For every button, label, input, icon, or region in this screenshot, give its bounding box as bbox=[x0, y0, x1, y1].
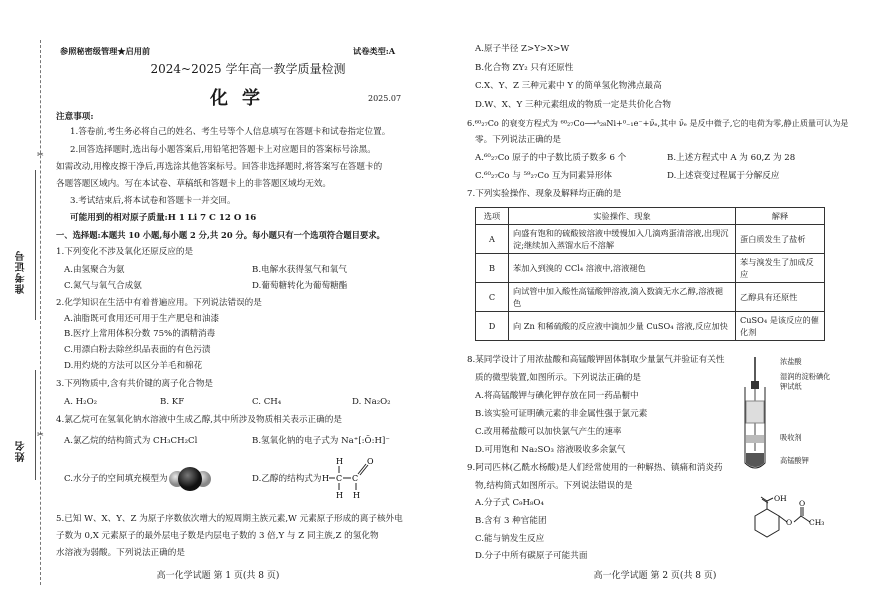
option-b: B.上述方程式中 A 为 60,Z 为 28 bbox=[667, 153, 796, 163]
option-b: B.该实验可证明碘元素的非金属性强于氯元素 bbox=[475, 409, 648, 419]
page-footer: 高一化学试题 第 2 页(共 8 页) bbox=[593, 571, 717, 581]
option-a: A.将高锰酸钾与碘化钾存放在同一药品橱中 bbox=[475, 391, 639, 401]
column-header: 实验操作、现象 bbox=[509, 208, 736, 225]
name-line bbox=[35, 370, 36, 480]
option-d: D.可用饱和 Na₂SO₃ 溶液吸收多余氯气 bbox=[475, 445, 626, 455]
apparatus-label: 湿润的淀粉碘化钾试纸 bbox=[780, 372, 831, 391]
option-d: D.葡萄糖转化为葡萄糖酯 bbox=[252, 281, 348, 291]
option-cell: B bbox=[476, 254, 509, 283]
explanation-cell: CuSO₄ 是该反应的催化剂 bbox=[736, 312, 825, 341]
question-stem: 5.已知 W、X、Y、Z 为原子序数依次增大的短周期主族元素,W 元素原子形成的离子核外电 bbox=[56, 514, 403, 524]
question-stem: 9.阿司匹林(乙酰水杨酸)是人们经常使用的一种解热、镇痛和消炎药 bbox=[467, 463, 723, 473]
explanation-cell: 蛋白质发生了盐析 bbox=[736, 225, 825, 254]
svg-text:O: O bbox=[799, 499, 806, 508]
table-row bbox=[476, 254, 825, 283]
column-header: 解释 bbox=[736, 208, 825, 225]
option-c: C. CH₄ bbox=[252, 397, 282, 407]
right-page bbox=[435, 0, 870, 606]
option-b: B.氢氧化钠的电子式为 Na⁺[:Ö:H]⁻ bbox=[252, 436, 390, 446]
option-b: B.含有 3 种官能团 bbox=[475, 516, 547, 526]
table-row bbox=[476, 312, 825, 341]
name-label: 姓名 bbox=[16, 440, 27, 462]
notice-line: 2.回答选择题时,选出每小题答案后,用铅笔把答题卡上对应题目的答案标号涂黑。 bbox=[70, 145, 376, 155]
option-d: D. Na₂O₂ bbox=[352, 397, 391, 407]
svg-text:C: C bbox=[352, 474, 359, 483]
option-d: D.乙醇的结构式为 bbox=[252, 474, 322, 484]
ethanol-structure-diagram bbox=[322, 456, 388, 502]
option-c: C.X、Y、Z 三种元素中 Y 的简单氢化物沸点最高 bbox=[475, 81, 662, 91]
option-cell: C bbox=[476, 283, 509, 312]
operation-cell: 向试管中加入酸性高锰酸钾溶液,滴入数滴无水乙醇,溶液褪色 bbox=[509, 283, 736, 312]
svg-text:H: H bbox=[336, 457, 343, 466]
scissors-icon: ✂ bbox=[37, 150, 44, 159]
question-stem: 2.化学知识在生活中有着普遍应用。下列说法错误的是 bbox=[56, 298, 262, 308]
option-a: A. H₂O₂ bbox=[64, 397, 98, 407]
apparatus-label: 浓盐酸 bbox=[780, 357, 802, 366]
experiment-table bbox=[475, 207, 825, 341]
option-b: B.医疗上常用体积分数 75%的酒精消毒 bbox=[64, 329, 216, 339]
question-stem: 水溶液为弱酸。下列说法正确的是 bbox=[56, 548, 185, 558]
operation-cell: 向 Zn 和稀硫酸的反应液中滴加少量 CuSO₄ 溶液,反应加快 bbox=[509, 312, 736, 341]
confidentiality-header: 参照秘密级管理★启用前 bbox=[60, 46, 151, 56]
option-c: C.改用稀盐酸可以加快氯气产生的速率 bbox=[475, 427, 622, 437]
apparatus-label: 高锰酸钾 bbox=[780, 456, 809, 465]
question-stem: 8.某同学设计了用浓盐酸和高锰酸钾固体制取少量氯气并验证有关性 bbox=[467, 355, 725, 365]
water-space-filling-model bbox=[168, 464, 212, 494]
option-d: D.分子中所有碳原子可能共面 bbox=[475, 551, 588, 561]
option-b: B.电解水获得氢气和氧气 bbox=[252, 265, 347, 275]
option-a: A.⁶⁰₂₇Co 原子的中子数比质子数多 6 个 bbox=[475, 153, 627, 163]
svg-text:H: H bbox=[336, 491, 343, 500]
question-stem: 子数为 0,X 元素原子的最外层电子数是内层电子数的 3 倍,Y 与 Z 同主族,Z 的氢化物 bbox=[56, 531, 379, 541]
explanation-cell: 乙醇具有还原性 bbox=[736, 283, 825, 312]
scissors-icon: ✂ bbox=[37, 430, 44, 439]
option-c: C.氮气与氧气合成氨 bbox=[64, 281, 142, 291]
atomic-mass-line: 可能用到的相对原子质量:H 1 Li 7 C 12 O 16 bbox=[70, 213, 257, 223]
methyl-label: CH₃ bbox=[809, 518, 825, 527]
table-header-row bbox=[476, 208, 825, 225]
exam-number-label: 准考证号 bbox=[16, 250, 27, 294]
svg-text:O: O bbox=[786, 518, 793, 527]
exam-title: 2024~2025 学年高一教学质量检测 bbox=[150, 62, 346, 76]
table-row bbox=[476, 283, 825, 312]
option-c: C.⁶⁰₂₇Co 与 ⁵⁹₂₇Co 互为同素异形体 bbox=[475, 171, 613, 181]
micro-apparatus-diagram bbox=[735, 355, 775, 475]
option-d: D.用灼烧的方法可以区分羊毛和棉花 bbox=[64, 361, 203, 371]
option-a: A.原子半径 Z>Y>X>W bbox=[475, 44, 570, 54]
exam-number-line bbox=[35, 170, 36, 320]
notice-line: 1.答卷前,考生务必将自己的姓名、考生号等个人信息填写在答题卡和试卷指定位置。 bbox=[70, 127, 391, 137]
option-d: D.上述衰变过程属于分解反应 bbox=[667, 171, 780, 181]
notice-line: 如需改动,用橡皮擦干净后,再选涂其他答案标号。回答非选择题时,将答案写在答题卡的 bbox=[56, 162, 383, 172]
option-a: A.由氢聚合为氨 bbox=[64, 265, 125, 275]
option-c: C.用漂白粉去除丝织品表面的有色污渍 bbox=[64, 345, 211, 355]
option-a: A.氯乙烷的结构简式为 CH₃CH₂Cl bbox=[64, 436, 198, 446]
option-cell: D bbox=[476, 312, 509, 341]
exam-date: 2025.07 bbox=[368, 94, 402, 103]
option-cell: A bbox=[476, 225, 509, 254]
option-d: D.W、X、Y 三种元素组成的物质一定是共价化合物 bbox=[475, 100, 671, 110]
cut-line bbox=[40, 40, 41, 585]
svg-text:O: O bbox=[367, 457, 374, 466]
table-row bbox=[476, 225, 825, 254]
question-stem: 6.⁶⁰₂₇Co 的衰变方程式为 ⁶⁰₂₇Co⟶ᴬ₂₈Ni+⁰₋₁e⁻+ν̄ₑ,其中 ν̄ₑ 是反中微子,它的电荷为零,静止质量可认为是 bbox=[467, 118, 849, 128]
option-c: C.能与钠发生反应 bbox=[475, 534, 545, 544]
section-heading: 一、选择题:本题共 10 小题,每小题 2 分,共 20 分。每小题只有一个选项符合题目要求。 bbox=[56, 230, 385, 240]
operation-cell: 苯加入到溴的 CCl₄ 溶液中,溶液褪色 bbox=[509, 254, 736, 283]
option-c: C.水分子的空间填充模型为 bbox=[64, 474, 168, 484]
notice-title: 注意事项: bbox=[56, 112, 94, 122]
explanation-cell: 苯与溴发生了加成反应 bbox=[736, 254, 825, 283]
question-stem: 3.下列物质中,含有共价键的离子化合物是 bbox=[56, 379, 214, 389]
aspirin-structure-diagram bbox=[743, 494, 839, 544]
option-a: A.油脂既可食用还可用于生产肥皂和油漆 bbox=[64, 314, 220, 324]
question-stem: 7.下列实验操作、现象及解释均正确的是 bbox=[467, 189, 622, 199]
question-stem: 质的微型装置,如图所示。下列说法正确的是 bbox=[475, 373, 642, 383]
question-stem: 1.下列变化不涉及氧化还原反应的是 bbox=[56, 247, 194, 257]
option-b: B. KF bbox=[160, 397, 185, 407]
svg-text:C: C bbox=[336, 474, 343, 483]
notice-line: 3.考试结束后,将本试卷和答题卡一并交回。 bbox=[70, 196, 236, 206]
page-footer: 高一化学试题 第 1 页(共 8 页) bbox=[156, 571, 280, 581]
paper-type: 试卷类型:A bbox=[353, 46, 396, 56]
option-a: A.分子式 C₉H₈O₄ bbox=[475, 498, 544, 508]
svg-text:H: H bbox=[322, 474, 329, 483]
question-stem: 零。下列说法正确的是 bbox=[475, 135, 561, 145]
notice-line: 各题答题区域内。写在本试卷、草稿纸和答题卡上的非答题区域均无效。 bbox=[56, 179, 332, 189]
question-stem: 物,结构简式如图所示。下列说法错误的是 bbox=[475, 481, 633, 491]
apparatus-label: 吸收剂 bbox=[780, 433, 802, 442]
binding-gutter bbox=[0, 40, 44, 580]
question-stem: 4.氯乙烷可在氢氧化钠水溶液中生成乙醇,其中所涉及物质相关表示正确的是 bbox=[56, 415, 342, 425]
option-b: B.化合物 ZY₂ 只有还原性 bbox=[475, 63, 574, 73]
hydroxyl-label: OH bbox=[774, 494, 787, 503]
subject-title: 化学 bbox=[210, 88, 274, 109]
operation-cell: 向盛有饱和的硫酸铵溶液中缓慢加入几滴鸡蛋清溶液,出现沉淀;继续加入蒸馏水后不溶解 bbox=[509, 225, 736, 254]
column-header: 选项 bbox=[476, 208, 509, 225]
svg-text:H: H bbox=[353, 491, 360, 500]
